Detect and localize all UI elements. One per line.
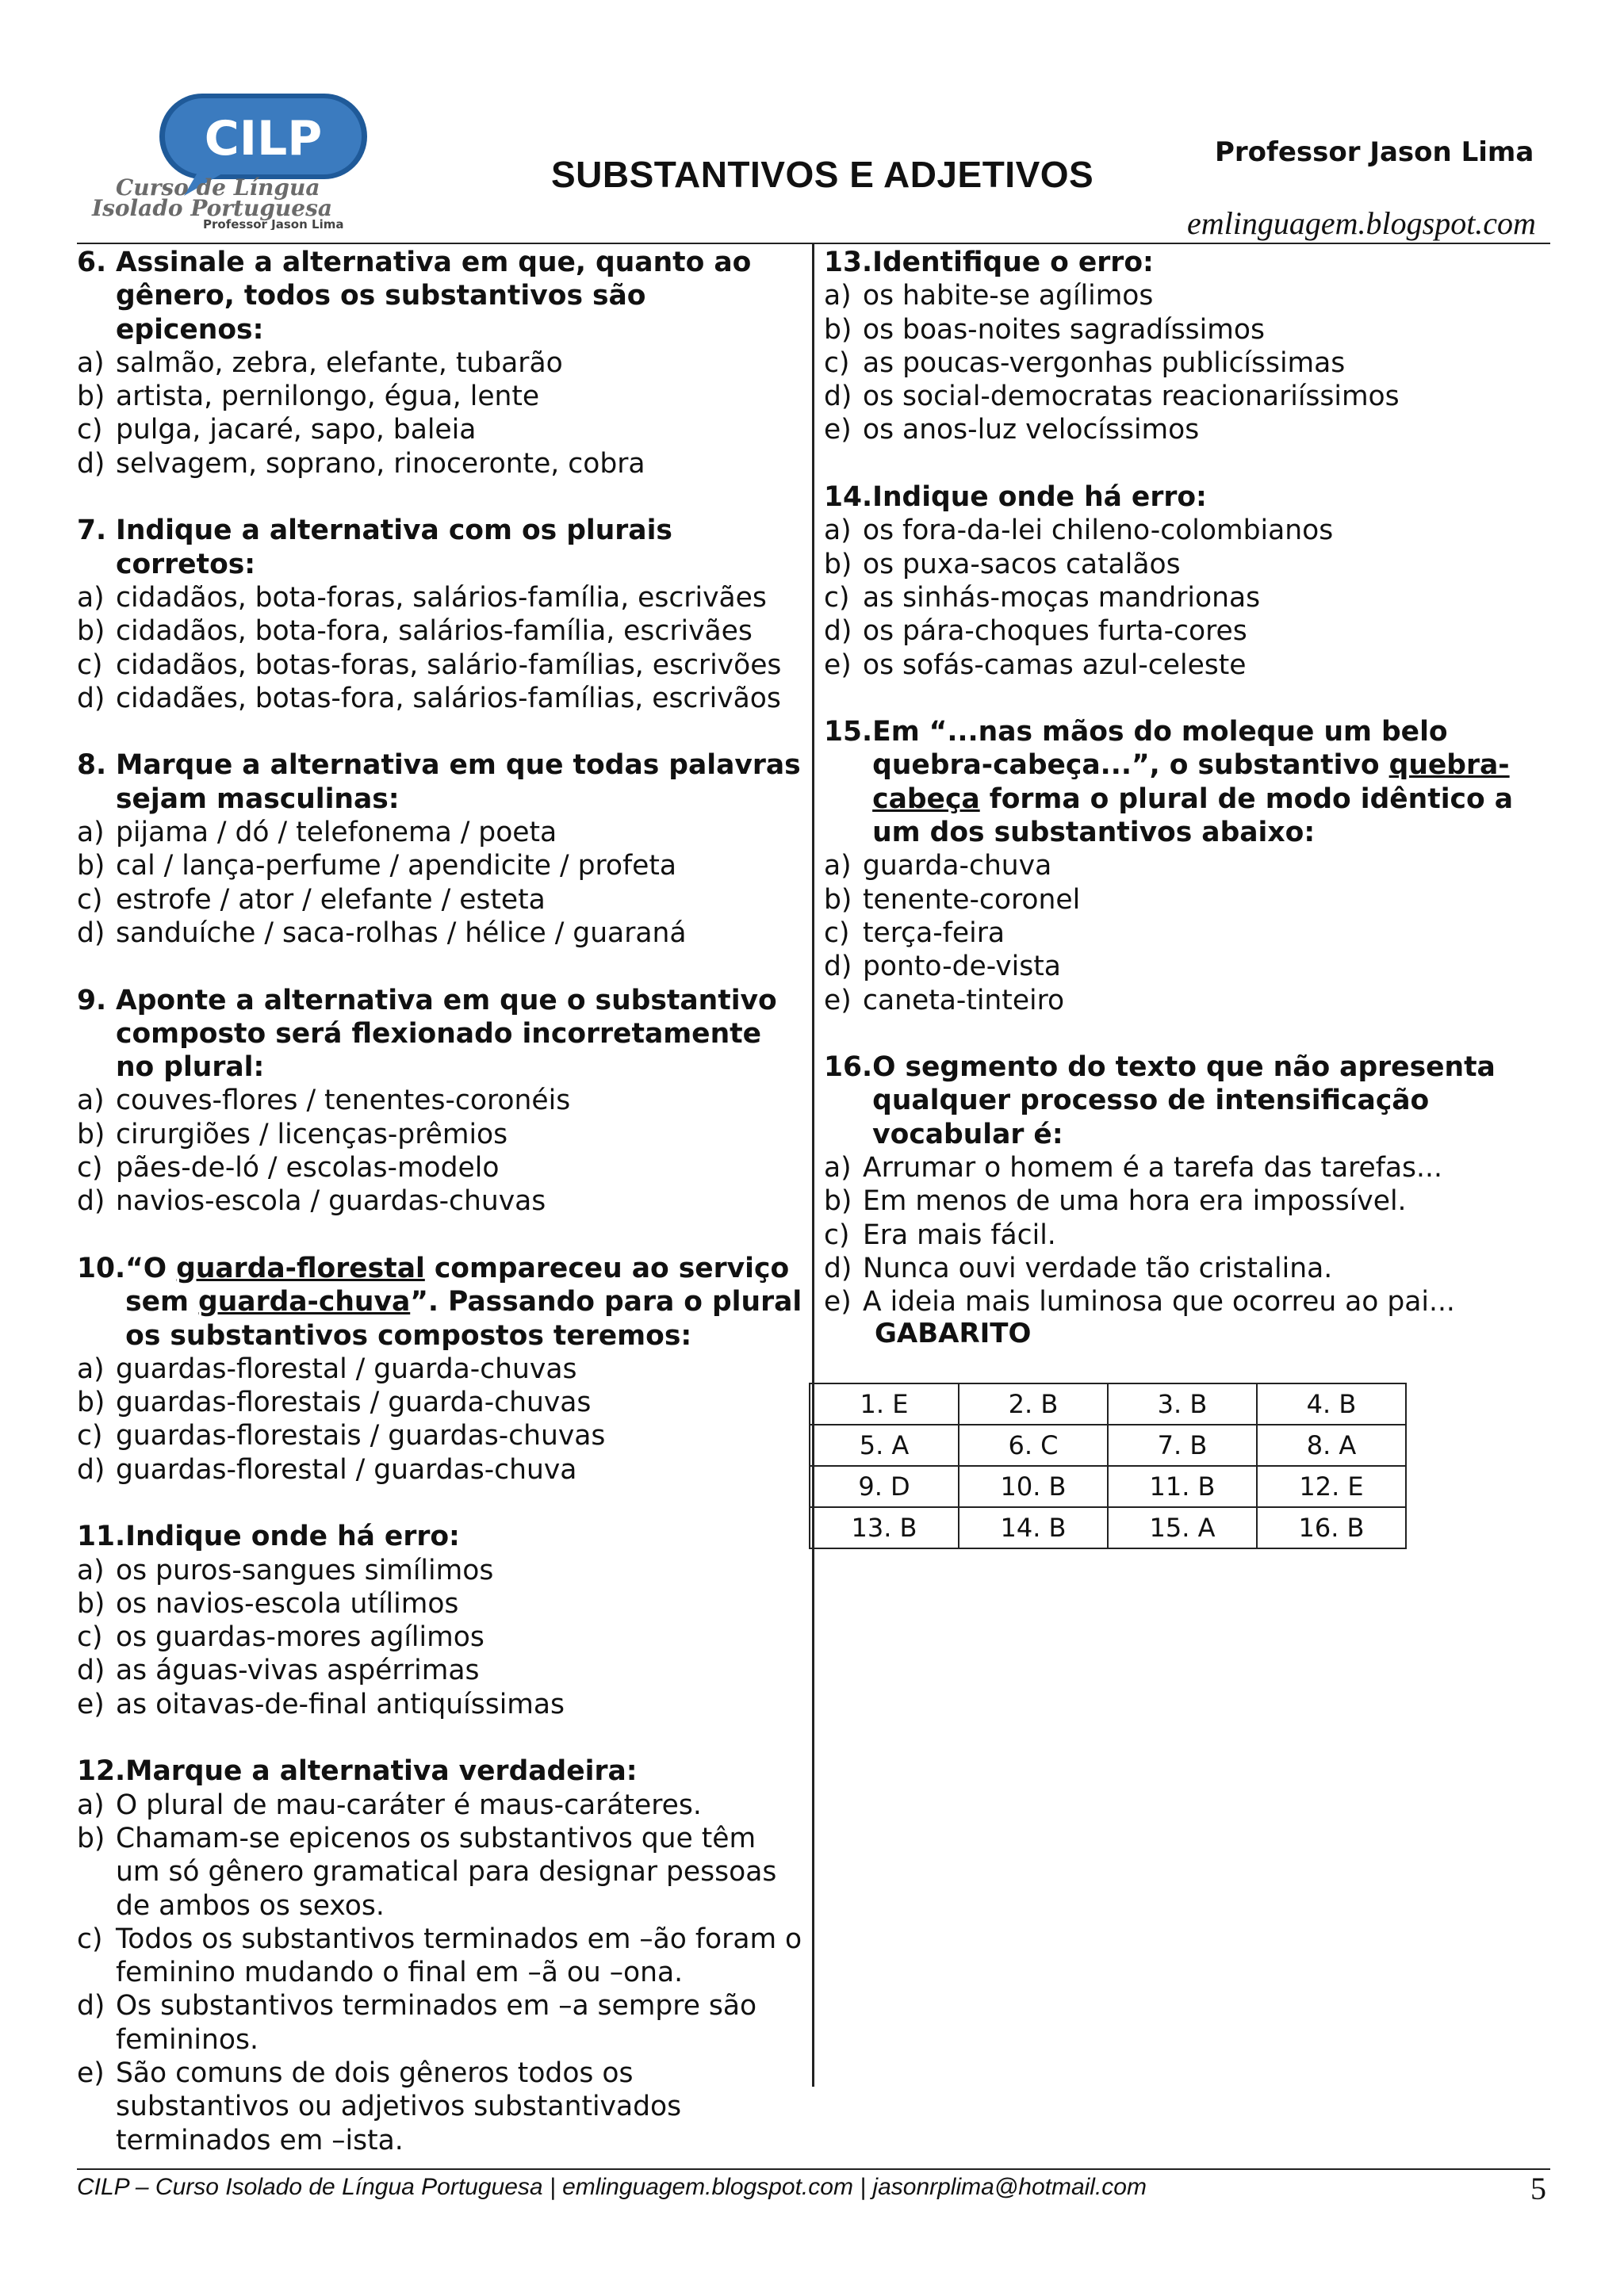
option-text: Nunca ouvi verdade tão cristalina. — [863, 1252, 1333, 1284]
answer-option — [77, 649, 802, 682]
question-stem — [824, 715, 1549, 849]
blog-url: emlinguagem.blogspot.com — [1187, 205, 1536, 241]
answer-key-cell: 16. B — [1257, 1507, 1406, 1548]
answer-option — [77, 614, 802, 648]
answer-option — [824, 916, 1549, 950]
logo-line1: Curso de Língua — [116, 174, 320, 201]
option-text: os boas-noites sagradíssimos — [863, 313, 1265, 346]
answer-key-cell: 8. A — [1257, 1425, 1406, 1466]
option-text: os anos-luz velocíssimos — [863, 414, 1200, 446]
answer-option — [824, 548, 1549, 581]
option-text: os guardas-mores agílimos — [116, 1621, 485, 1654]
option-letter: a) — [824, 280, 852, 312]
question-text — [116, 748, 802, 816]
answer-option — [824, 1219, 1549, 1252]
option-letter: e) — [77, 1688, 105, 1720]
option-text: estrofe / ator / elefante / esteta — [116, 883, 546, 916]
answer-option — [77, 1353, 802, 1386]
option-letter: e) — [824, 649, 852, 681]
answer-option — [77, 581, 802, 614]
option-text: ponto-de-vista — [863, 951, 1061, 983]
answer-option — [824, 1151, 1549, 1184]
option-letter: d) — [77, 447, 105, 480]
question-text-part: “O — [125, 1252, 177, 1284]
question-number: 12. — [77, 1755, 126, 1788]
option-letter: e) — [824, 414, 852, 446]
option-letter: c) — [77, 1152, 103, 1184]
option-text: Todos os substantivos terminados em –ão foram o feminino mudando o final em –ã ou –ona. — [116, 1923, 802, 1989]
answer-key-cell: 6. C — [959, 1425, 1108, 1466]
question — [77, 514, 802, 715]
option-text: os puros-sangues simílimos — [116, 1554, 494, 1586]
question — [77, 1755, 802, 2157]
option-letter: d) — [824, 1252, 852, 1284]
option-text: as sinhás-moças mandrionas — [863, 581, 1261, 614]
answer-option — [77, 1822, 802, 1923]
question-number: 9. — [77, 984, 107, 1016]
answer-option — [77, 1989, 802, 2057]
question-stem — [824, 480, 1549, 514]
answer-option — [824, 514, 1549, 547]
question-text-part: Aponte a alternativa em que o substantivo composto será flexionado incorretamente no plural: — [116, 984, 777, 1084]
option-letter: c) — [77, 1621, 103, 1654]
answer-option — [77, 1554, 802, 1587]
question-text — [125, 1755, 802, 1788]
option-letter: c) — [824, 1219, 850, 1251]
question-text-part: Assinale a alternativa em que, quanto ao gênero, todos os substantivos são epicenos: — [116, 247, 752, 346]
option-letter: d) — [824, 951, 852, 983]
answer-option — [77, 816, 802, 849]
option-text: as oitavas-de-final antiquíssimas — [116, 1688, 565, 1720]
option-letter: d) — [77, 1990, 105, 2022]
question-number: 13. — [824, 247, 873, 278]
option-letter: d) — [77, 1655, 105, 1687]
question — [824, 715, 1549, 1017]
underlined-term: guarda-florestal — [176, 1252, 425, 1284]
option-letter: b) — [824, 313, 852, 346]
question-stem — [77, 246, 802, 346]
answer-option — [824, 849, 1549, 882]
answer-option — [824, 279, 1549, 312]
option-text: os fora-da-lei chileno-colombianos — [863, 515, 1334, 547]
question-text — [872, 246, 1549, 279]
left-column — [77, 246, 802, 2191]
answer-option — [77, 1151, 802, 1184]
question-text-part: ”. Passando para o plural os substantivos compostos teremos: — [125, 1286, 802, 1352]
option-text: cidadãos, botas-foras, salário-famílias, escrivões — [116, 649, 782, 681]
question-text-part: Indique a alternativa com os plurais corretos: — [116, 515, 672, 580]
question-number: 6. — [77, 247, 107, 278]
question-text-part: Marque a alternativa verdadeira: — [125, 1755, 638, 1788]
option-letter: a) — [77, 1353, 105, 1385]
option-letter: d) — [77, 1453, 105, 1486]
question — [824, 246, 1549, 447]
question-text — [125, 1520, 802, 1553]
answer-option — [77, 2057, 802, 2157]
option-text: os habite-se agílimos — [863, 280, 1154, 312]
answer-key-cell: 13. B — [810, 1507, 959, 1548]
question-number: 10. — [77, 1252, 126, 1284]
option-text: os social-democratas reacionariíssimos — [863, 381, 1400, 413]
answer-key-cell: 7. B — [1108, 1425, 1257, 1466]
question-text-part: Em “...nas mãos do moleque um belo quebra-cabeça...”, o substantivo — [872, 716, 1448, 782]
answer-key-cell: 4. B — [1257, 1383, 1406, 1425]
column-divider — [812, 243, 814, 2087]
answer-option — [77, 380, 802, 413]
answer-option — [824, 1285, 1549, 1318]
option-text: sanduíche / saca-rolhas / hélice / guaraná — [116, 916, 687, 949]
option-text: Os substantivos terminados em –a sempre são femininos. — [116, 1990, 757, 2056]
option-letter: d) — [824, 381, 852, 413]
answer-option — [77, 1688, 802, 1721]
answer-option — [824, 581, 1549, 614]
option-text: O plural de mau-caráter é maus-caráteres. — [116, 1789, 702, 1821]
question-stem — [77, 984, 802, 1085]
option-text: A ideia mais luminosa que ocorreu ao pai... — [863, 1286, 1455, 1318]
option-letter: c) — [824, 916, 850, 949]
option-letter: a) — [77, 346, 105, 379]
answer-option — [824, 1184, 1549, 1218]
option-text: Arrumar o homem é a tarefa das tarefas... — [863, 1152, 1442, 1184]
answer-option — [77, 1923, 802, 1990]
option-letter: e) — [77, 2057, 105, 2090]
author-name: Professor Jason Lima — [1215, 136, 1534, 168]
answer-option — [77, 1386, 802, 1419]
option-text: as águas-vivas aspérrimas — [116, 1655, 480, 1687]
question — [824, 1050, 1549, 1318]
answer-option — [77, 1654, 802, 1687]
answer-option — [77, 1184, 802, 1218]
underlined-term: quebra-cabeça — [872, 749, 1510, 815]
option-letter: b) — [77, 850, 105, 882]
option-text: salmão, zebra, elefante, tubarão — [116, 346, 563, 379]
logo-acronym: CILP — [204, 111, 323, 166]
question — [77, 748, 802, 950]
option-text: tenente-coronel — [863, 883, 1081, 916]
option-letter: d) — [77, 682, 105, 714]
option-text: guardas-florestais / guarda-chuvas — [116, 1387, 592, 1419]
option-text: terça-feira — [863, 916, 1005, 949]
logo-line2: Isolado Portuguesa — [92, 195, 332, 221]
option-letter: c) — [77, 1923, 103, 1955]
answer-key-cell: 9. D — [810, 1466, 959, 1507]
question-number: 11. — [77, 1521, 126, 1553]
question-stem — [77, 1252, 802, 1353]
answer-option — [824, 380, 1549, 413]
underlined-term: guarda-chuva — [198, 1286, 411, 1318]
question-number: 7. — [77, 515, 107, 547]
answer-key-row — [810, 1425, 1406, 1466]
option-text: os sofás-camas azul-celeste — [863, 649, 1247, 681]
answer-key-cell: 5. A — [810, 1425, 959, 1466]
question-text-part: Indique onde há erro: — [125, 1521, 460, 1553]
option-text: cidadãos, bota-foras, salários-família, escrivães — [116, 581, 767, 614]
option-text: São comuns de dois gêneros todos os substantivos ou adjetivos substantivados terminados em –ista. — [116, 2057, 682, 2156]
option-text: Em menos de uma hora era impossível. — [863, 1185, 1407, 1218]
question-text — [116, 514, 802, 581]
option-letter: c) — [824, 346, 850, 379]
option-letter: a) — [77, 817, 105, 849]
option-text: artista, pernilongo, égua, lente — [116, 381, 540, 413]
answer-option — [824, 346, 1549, 380]
question-text — [872, 480, 1549, 514]
option-letter: c) — [77, 1420, 103, 1452]
logo-line3: Professor Jason Lima — [203, 217, 344, 230]
page-title: SUBSTANTIVOS E ADJETIVOS — [551, 154, 1094, 195]
answer-option — [77, 1587, 802, 1621]
question-text-part: compareceu ao serviço sem — [125, 1252, 790, 1318]
answer-option — [77, 1118, 802, 1151]
option-text: guardas-florestal / guardas-chuva — [116, 1453, 577, 1486]
question-text-part: Identifique o erro: — [872, 247, 1154, 278]
answer-key-cell: 15. A — [1108, 1507, 1257, 1548]
option-letter: d) — [77, 1185, 105, 1218]
answer-option — [824, 1252, 1549, 1285]
answer-key-cell: 2. B — [959, 1383, 1108, 1425]
answer-option — [77, 883, 802, 916]
option-letter: a) — [824, 1152, 852, 1184]
option-letter: a) — [824, 850, 852, 882]
option-letter: a) — [77, 1554, 105, 1586]
answer-key-cell: 12. E — [1257, 1466, 1406, 1507]
question-text-part: Marque a alternativa em que todas palavras sejam masculinas: — [116, 749, 801, 815]
question-text-part: Indique onde há erro: — [872, 481, 1207, 514]
option-text: os navios-escola utílimos — [116, 1587, 459, 1620]
answer-option — [824, 614, 1549, 648]
question-stem — [824, 1050, 1549, 1151]
answer-key-cell: 10. B — [959, 1466, 1108, 1507]
option-letter: c) — [77, 414, 103, 446]
answer-option — [77, 1419, 802, 1452]
option-text: cidadães, botas-fora, salários-famílias, escrivãos — [116, 682, 781, 714]
question-number: 14. — [824, 481, 873, 514]
question — [77, 1252, 802, 1487]
option-letter: b) — [77, 1587, 105, 1620]
question-stem — [77, 514, 802, 581]
option-text: caneta-tinteiro — [863, 984, 1065, 1016]
option-letter: c) — [77, 883, 103, 916]
option-text: guardas-florestal / guarda-chuvas — [116, 1353, 577, 1385]
option-letter: a) — [77, 1789, 105, 1821]
answer-key-row — [810, 1466, 1406, 1507]
question-number: 16. — [824, 1051, 873, 1084]
option-letter: a) — [824, 515, 852, 547]
answer-option — [77, 916, 802, 950]
answer-option — [824, 883, 1549, 916]
option-letter: b) — [77, 1387, 105, 1419]
answer-key-table — [809, 1383, 1407, 1549]
answer-option — [77, 849, 802, 882]
footer-text: CILP – Curso Isolado de Língua Portuguesa | emlinguagem.blogspot.com | jasonrplima@hotmail.com — [77, 2174, 1147, 2200]
question — [824, 480, 1549, 682]
question — [77, 984, 802, 1219]
answer-option — [824, 950, 1549, 983]
option-text: os puxa-sacos catalãos — [863, 548, 1181, 580]
option-text: guardas-florestais / guardas-chuvas — [116, 1420, 606, 1452]
option-letter: e) — [824, 1286, 852, 1318]
question-number: 8. — [77, 749, 107, 782]
answer-option — [77, 1789, 802, 1822]
question-number: 15. — [824, 716, 873, 748]
option-letter: b) — [824, 548, 852, 580]
answer-option — [77, 1621, 802, 1654]
answer-option — [77, 1453, 802, 1487]
answer-key-row — [810, 1383, 1406, 1425]
answer-option — [77, 447, 802, 480]
option-letter: b) — [77, 1118, 105, 1150]
option-letter: b) — [824, 1185, 852, 1218]
option-letter: c) — [77, 649, 103, 681]
answer-option — [77, 413, 802, 446]
page-number: 5 — [1530, 2171, 1546, 2206]
question-text-part: O segmento do texto que não apresenta qualquer processo de intensificação vocabular é: — [872, 1051, 1496, 1150]
footer-rule — [77, 2168, 1550, 2170]
answer-option — [824, 649, 1549, 682]
option-text: navios-escola / guardas-chuvas — [116, 1185, 546, 1218]
answer-option — [824, 413, 1549, 446]
question-text — [872, 715, 1549, 849]
option-text: couves-flores / tenentes-coronéis — [116, 1085, 571, 1117]
answer-key-title: GABARITO — [875, 1318, 1032, 1349]
option-letter: a) — [77, 1085, 105, 1117]
option-letter: d) — [824, 615, 852, 648]
option-text: as poucas-vergonhas publicíssimas — [863, 346, 1346, 379]
option-text: os pára-choques furta-cores — [863, 615, 1247, 648]
cilp-logo — [79, 91, 428, 230]
answer-option — [824, 313, 1549, 346]
question-stem — [77, 1520, 802, 1553]
answer-option — [824, 984, 1549, 1017]
option-letter: a) — [77, 581, 105, 614]
option-text: Era mais fácil. — [863, 1219, 1056, 1251]
option-letter: c) — [824, 581, 850, 614]
option-text: pães-de-ló / escolas-modelo — [116, 1152, 500, 1184]
option-text: guarda-chuva — [863, 850, 1052, 882]
answer-option — [77, 1084, 802, 1117]
answer-key-cell: 11. B — [1108, 1466, 1257, 1507]
answer-option — [77, 682, 802, 715]
option-letter: d) — [77, 916, 105, 949]
question-text — [872, 1050, 1549, 1151]
option-letter: e) — [824, 984, 852, 1016]
option-letter: b) — [77, 615, 105, 648]
question-text — [125, 1252, 802, 1353]
option-letter: b) — [824, 883, 852, 916]
question — [77, 246, 802, 480]
question-stem — [77, 1755, 802, 1788]
answer-key-cell: 1. E — [810, 1383, 959, 1425]
question — [77, 1520, 802, 1721]
question-stem — [824, 246, 1549, 279]
option-text: cal / lança-perfume / apendicite / profeta — [116, 850, 677, 882]
option-text: Chamam-se epicenos os substantivos que têm um só gênero gramatical para designar pessoas de ambos os sexos. — [116, 1822, 777, 1922]
option-text: pulga, jacaré, sapo, baleia — [116, 414, 477, 446]
option-text: cirurgiões / licenças-prêmios — [116, 1118, 508, 1150]
answer-option — [77, 346, 802, 380]
option-letter: b) — [77, 381, 105, 413]
option-letter: b) — [77, 1822, 105, 1854]
answer-key-row — [810, 1507, 1406, 1548]
question-text — [116, 246, 802, 346]
question-text — [116, 984, 802, 1085]
option-text: selvagem, soprano, rinoceronte, cobra — [116, 447, 645, 480]
question-text-part: forma o plural de modo idêntico a um dos substantivos abaixo: — [872, 783, 1513, 849]
option-text: cidadãos, bota-fora, salários-família, escrivães — [116, 615, 753, 648]
question-stem — [77, 748, 802, 816]
option-text: pijama / dó / telefonema / poeta — [116, 817, 557, 849]
answer-key-cell: 3. B — [1108, 1383, 1257, 1425]
answer-key-cell: 14. B — [959, 1507, 1108, 1548]
right-column — [824, 246, 1549, 1353]
